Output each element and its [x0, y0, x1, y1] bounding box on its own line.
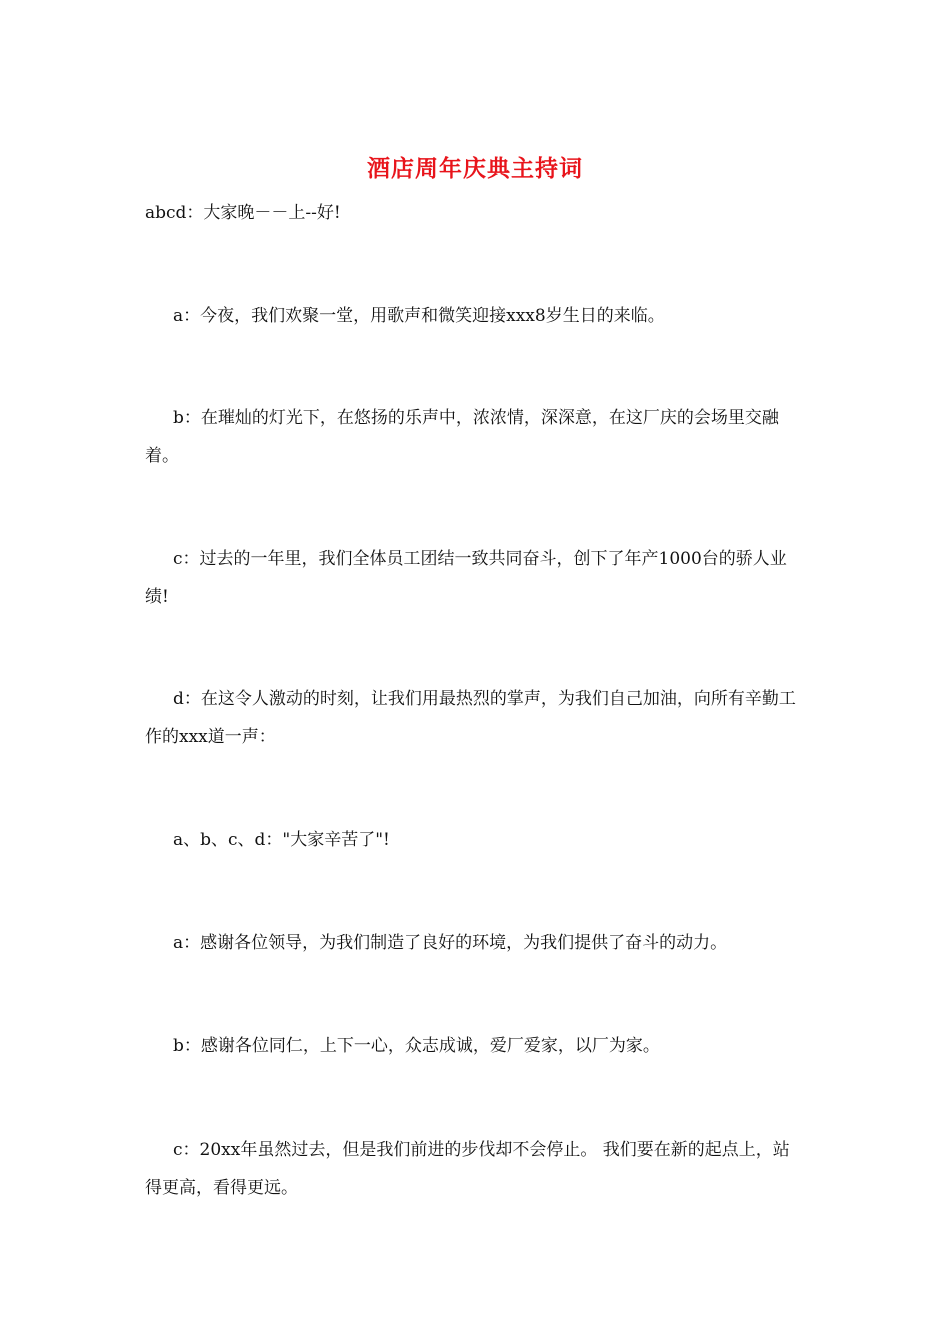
paragraph-d-1: d：在这令人激动的时刻，让我们用最热烈的掌声，为我们自己加油，向所有辛勤工作的xxx道一声：	[145, 689, 796, 747]
paragraph-b-2: b：感谢各位同仁，上下一心，众志成诚，爱厂爱家，以厂为家。	[173, 1036, 660, 1056]
document-title: 酒店周年庆典主持词	[367, 155, 583, 182]
paragraph-b-1: b：在璀灿的灯光下，在悠扬的乐声中，浓浓情，深深意，在这厂庆的会场里交融着。	[145, 408, 779, 466]
paragraph-c-2: c：20xx年虽然过去，但是我们前进的步伐却不会停止。 我们要在新的起点上，站得更高，看得更远。	[145, 1140, 790, 1198]
paragraph-all: a、b、c、d："大家辛苦了"!	[173, 830, 390, 850]
paragraph-a-2: a：感谢各位领导，为我们制造了良好的环境，为我们提供了奋斗的动力。	[173, 933, 728, 953]
paragraph-greeting: abcd：大家晚－－上--好!	[145, 203, 341, 223]
paragraph-a-1: a：今夜，我们欢聚一堂，用歌声和微笑迎接xxx8岁生日的来临。	[173, 306, 665, 326]
paragraph-c-1: c：过去的一年里，我们全体员工团结一致共同奋斗，创下了年产1000台的骄人业绩!	[145, 549, 787, 607]
